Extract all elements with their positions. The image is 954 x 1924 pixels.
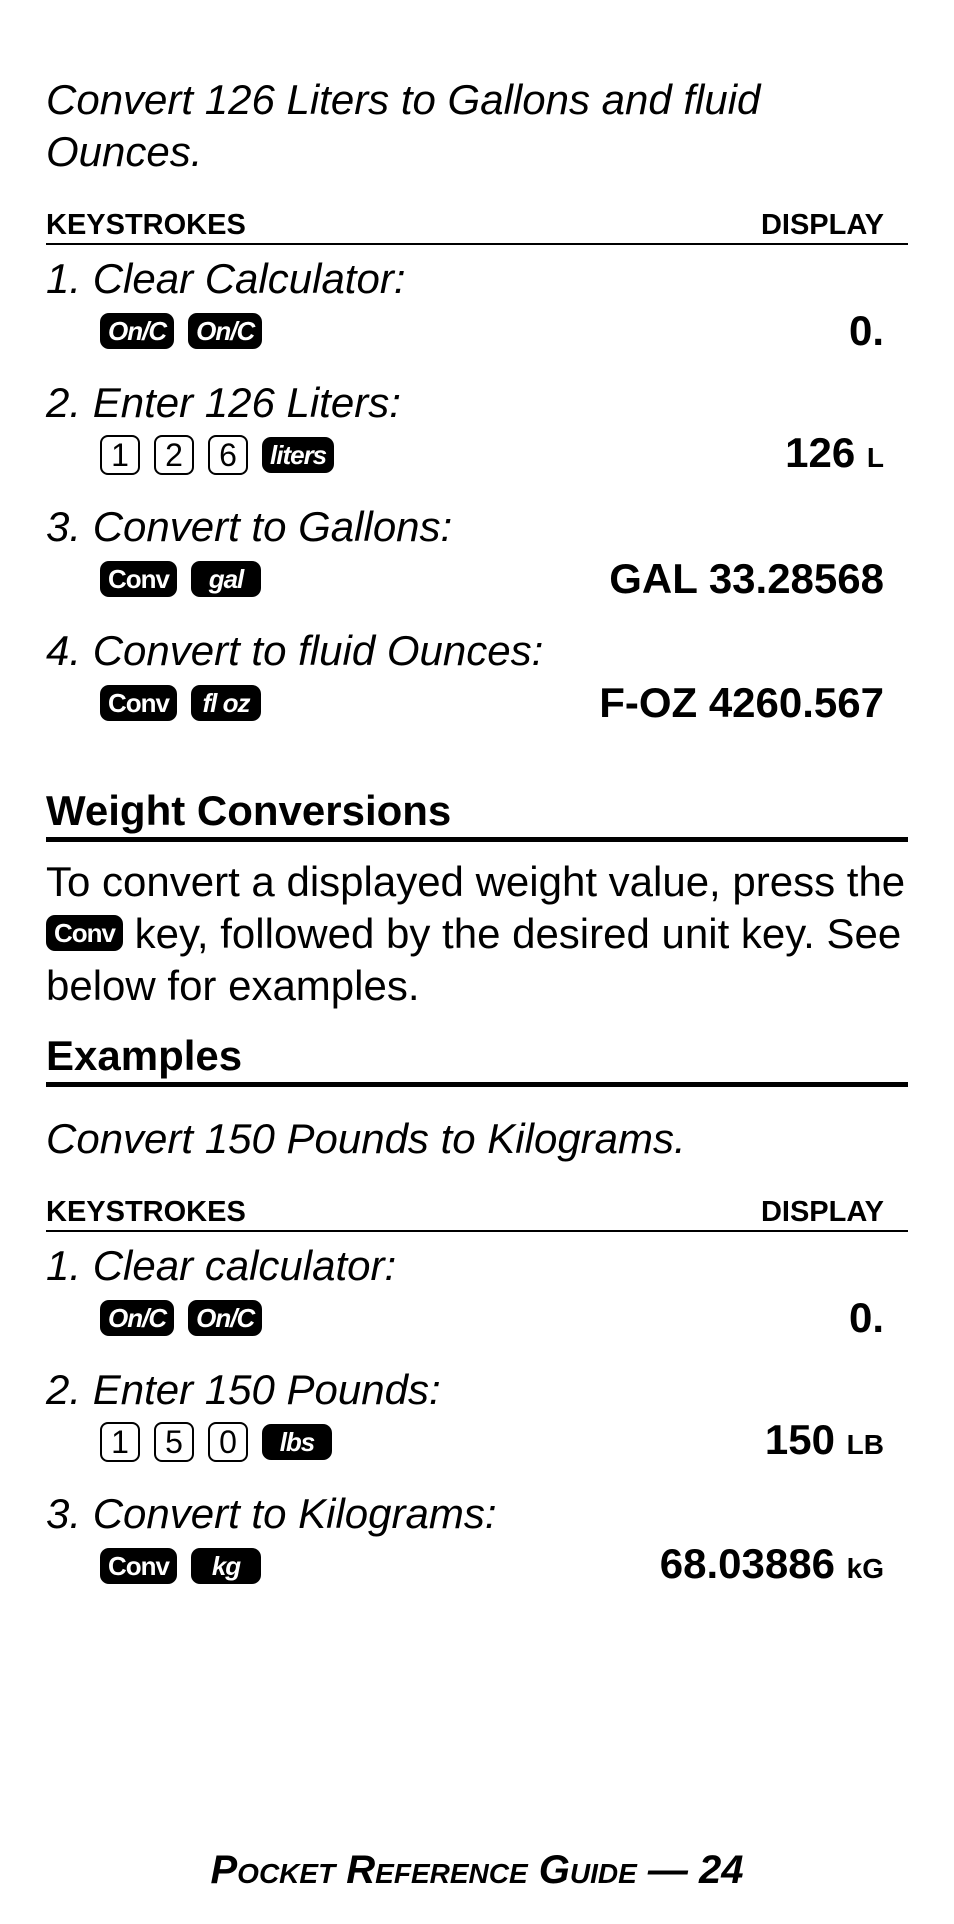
fl-oz-key[interactable]: fl oz — [191, 685, 261, 721]
digit-5-key[interactable]: 5 — [154, 1422, 194, 1462]
on-c-key[interactable]: On/C — [188, 313, 262, 349]
step-title: 2. Enter 150 Pounds: — [46, 1366, 441, 1413]
on-c-key[interactable]: On/C — [188, 1300, 262, 1336]
display-value: GAL 33.28568 — [609, 555, 884, 602]
kg-key[interactable]: kg — [191, 1548, 261, 1584]
step-clear — [46, 1240, 908, 1344]
keystrokes-header — [46, 208, 908, 245]
keystrokes-header — [46, 1195, 908, 1232]
keystrokes-label: KEYSTROKES — [46, 1196, 246, 1228]
step-enter-pounds — [46, 1364, 908, 1468]
step-title: 4. Convert to fluid Ounces: — [46, 627, 544, 674]
step-convert-fluid-ounces — [46, 625, 908, 729]
gal-key[interactable]: gal — [191, 561, 261, 597]
conv-key[interactable]: Conv — [100, 561, 177, 597]
on-c-key[interactable]: On/C — [100, 313, 174, 349]
page-footer: Pocket Reference Guide — 24 — [210, 1848, 744, 1892]
step-title: 2. Enter 126 Liters: — [46, 379, 401, 426]
display-label: DISPLAY — [760, 1196, 884, 1228]
step-title: 1. Clear Calculator: — [46, 255, 406, 302]
weight-instructions: To convert a displayed weight value, press the Conv key, followed by the desired unit key. See below for examples. — [46, 858, 906, 1009]
conv-key[interactable]: Conv — [100, 685, 177, 721]
step-title: 3. Convert to Kilograms: — [46, 1490, 497, 1537]
step-enter-liters — [46, 377, 908, 481]
display-value: 0. — [848, 1294, 884, 1341]
keystrokes-label: KEYSTROKES — [46, 209, 246, 241]
step-convert-kilograms — [46, 1488, 908, 1592]
conv-key[interactable]: Conv — [100, 1548, 177, 1584]
on-c-key[interactable]: On/C — [100, 1300, 174, 1336]
conv-key[interactable]: Conv — [46, 915, 123, 951]
display-label: DISPLAY — [760, 209, 884, 241]
step-clear — [46, 253, 908, 357]
step-title: 3. Convert to Gallons: — [46, 503, 453, 550]
digit-0-key[interactable]: 0 — [208, 1422, 248, 1462]
digit-1-key[interactable]: 1 — [100, 1422, 140, 1462]
digit-1-key[interactable]: 1 — [100, 435, 140, 475]
example-intro: Convert 150 Pounds to Kilograms. — [46, 1115, 686, 1162]
display-unit: kG — [846, 1552, 884, 1584]
step-convert-gallons — [46, 501, 908, 605]
lbs-key[interactable]: lbs — [262, 1424, 332, 1460]
display-unit: LB — [846, 1428, 884, 1460]
display-unit: L — [866, 441, 884, 473]
digit-2-key[interactable]: 2 — [154, 435, 194, 475]
section-heading-weight: Weight Conversions — [46, 785, 908, 842]
section-heading-examples: Examples — [46, 1030, 908, 1087]
step-title: 1. Clear calculator: — [46, 1242, 397, 1289]
display-value: 126 L — [785, 428, 884, 476]
digit-6-key[interactable]: 6 — [208, 435, 248, 475]
page — [46, 74, 908, 1592]
display-value: 150 LB — [764, 1415, 884, 1463]
display-value: 0. — [848, 307, 884, 354]
display-value: F-OZ 4260.567 — [599, 679, 884, 726]
display-value: 68.03886 kG — [659, 1539, 884, 1587]
liters-key[interactable]: liters — [262, 437, 334, 473]
example-intro: Convert 126 Liters to Gallons and fluid Ounces. — [46, 76, 761, 175]
